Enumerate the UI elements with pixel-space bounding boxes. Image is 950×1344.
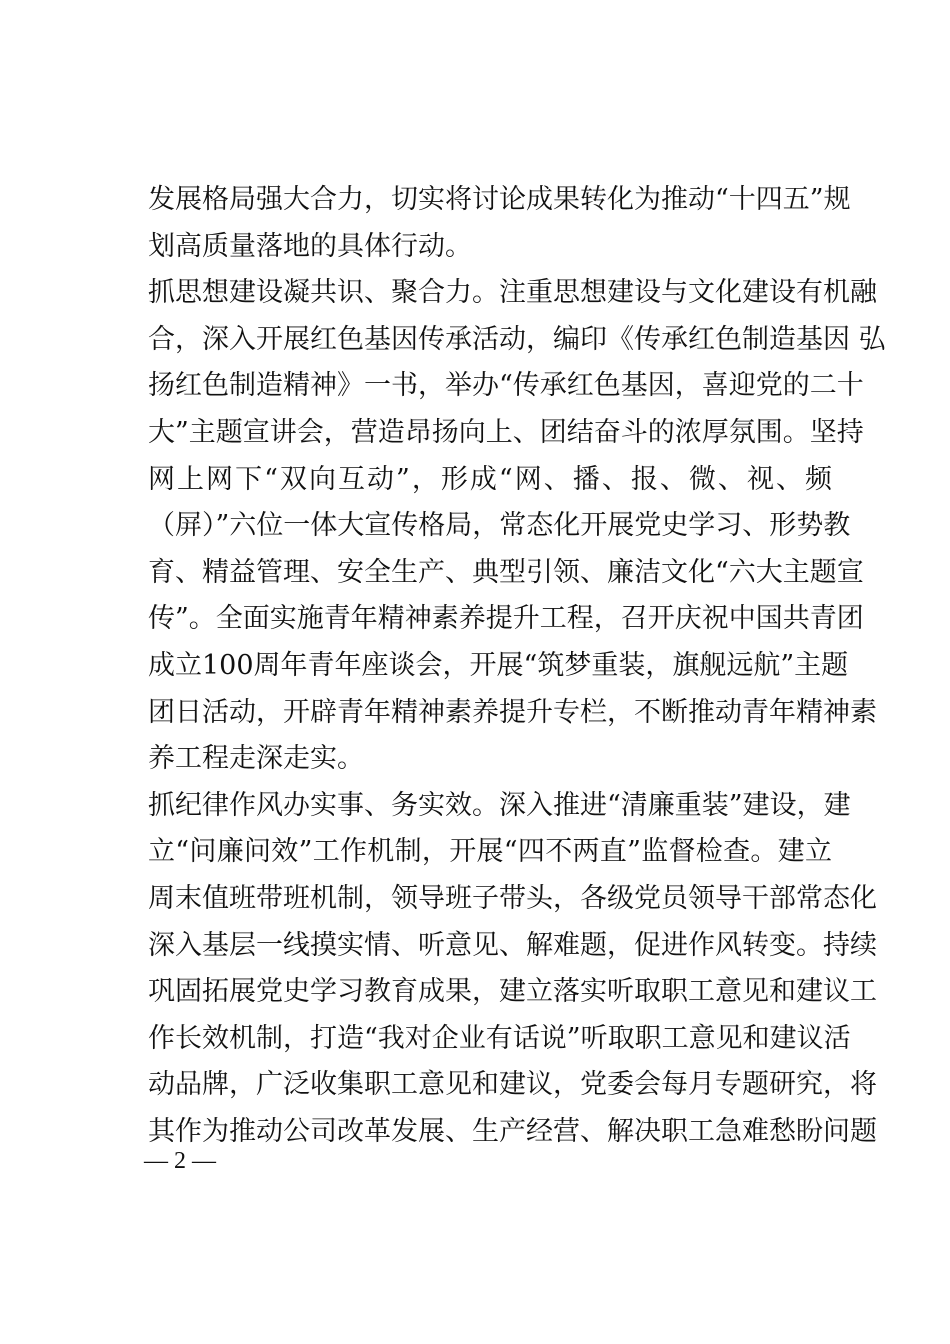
- text-line: 发展格局强大合力，切实将讨论成果转化为推动“十四五”规: [148, 184, 851, 215]
- text-line: 深入基层一线摸实情、听意见、解难题，促进作风转变。持续: [148, 929, 877, 961]
- text-line: 传”。全面实施青年精神素养提升工程，召开庆祝中国共青团: [148, 603, 864, 635]
- text-line: 立“问廉问效”工作机制，开展“四不两直”监督检查。建立: [148, 836, 832, 868]
- text-line: 巩固拓展党史学习教育成果，建立落实听取职工意见和建议工: [148, 976, 877, 1008]
- text-line: 作长效机制，打造“我对企业有话说”听取职工意见和建议活: [148, 1022, 851, 1054]
- text-line: 育、精益管理、安全生产、典型引领、廉洁文化“六大主题宣: [148, 556, 864, 588]
- text-line: 养工程走深走实。: [148, 743, 364, 775]
- text-line: 成立100周年青年座谈会，开展“筑梦重装，旗舰远航”主题: [148, 649, 849, 681]
- page-number: — 2 —: [144, 1148, 216, 1174]
- text-line: 扬红色制造精神》一书，举办“传承红色基因，喜迎党的二十: [148, 370, 864, 402]
- text-line: 周末值班带班机制，领导班子带头，各级党员领导干部常态化: [148, 882, 877, 914]
- text-line: 动品牌，广泛收集职工意见和建议，党委会每月专题研究，将: [148, 1069, 877, 1101]
- text-line: 团日活动，开辟青年精神素养提升专栏，不断推动青年精神素: [148, 696, 877, 728]
- text-line: 合，深入开展红色基因传承活动，编印《传承红色制造基因 弘: [148, 323, 886, 355]
- text-line: 抓思想建设凝共识、聚合力。注重思想建设与文化建设有机融: [148, 277, 877, 309]
- text-line: 大”主题宣讲会，营造昂扬向上、团结奋斗的浓厚氛围。坚持: [148, 416, 864, 448]
- text-line: 抓纪律作风办实事、务实效。深入推进“清廉重装”建设，建: [148, 789, 851, 821]
- text-line: 其作为推动公司改革发展、生产经营、解决职工急难愁盼问题: [148, 1115, 877, 1147]
- text-line: 划高质量落地的具体行动。: [148, 230, 472, 262]
- body-text: [148, 177, 886, 1155]
- text-line: 网上网下“双向互动”，形成“网、播、报、微、视、频: [148, 463, 832, 495]
- text-line: （屏）”六位一体大宣传格局，常态化开展党史学习、形势教: [148, 510, 851, 542]
